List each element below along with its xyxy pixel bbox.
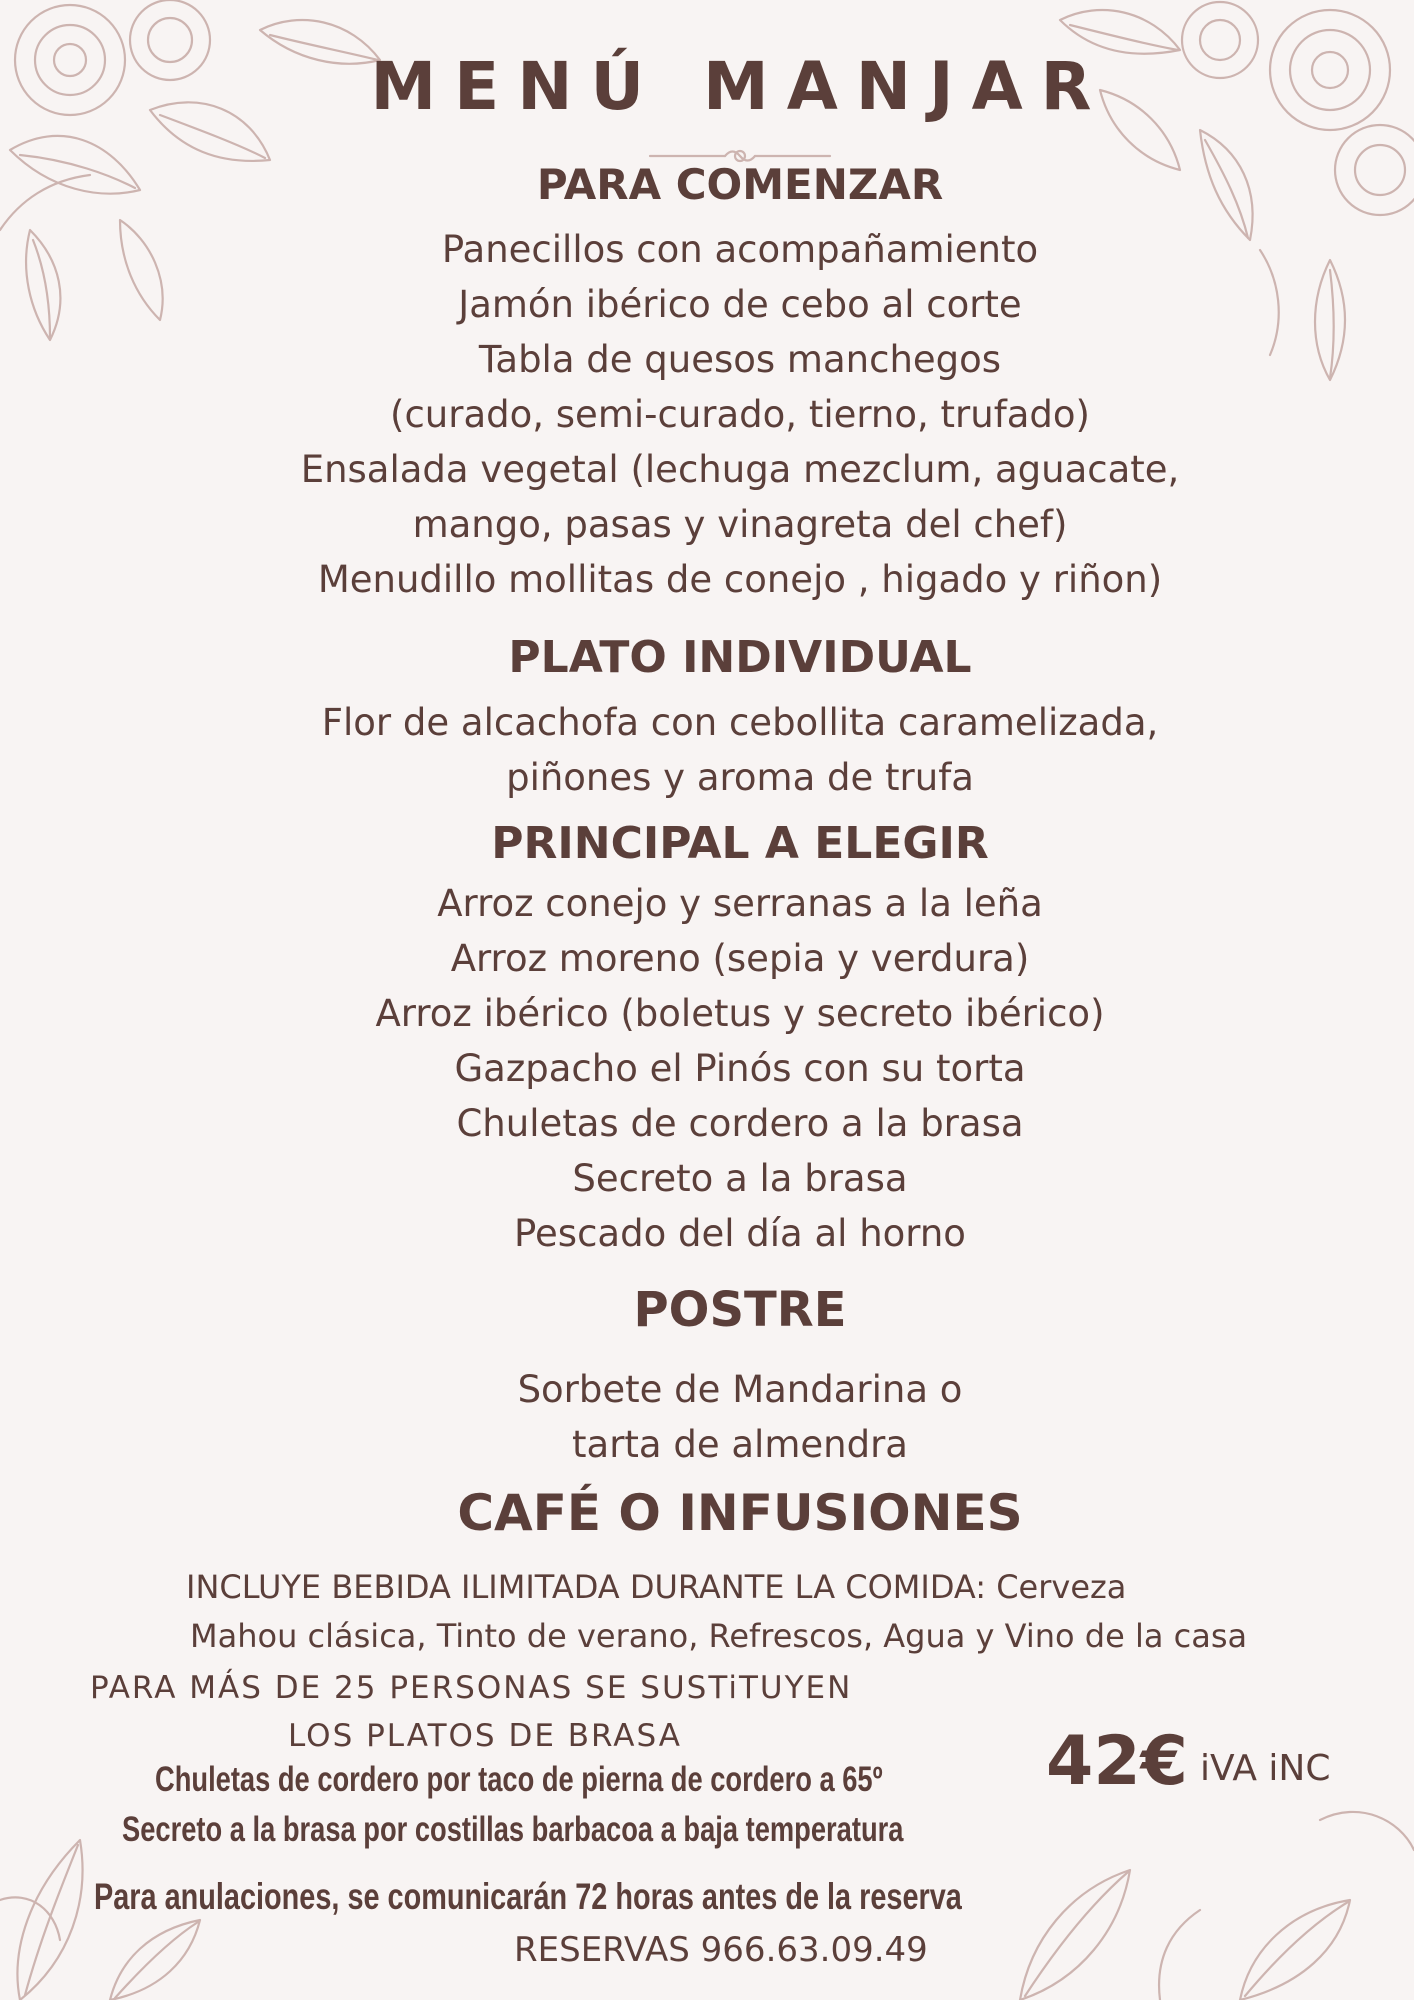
menu-item: Arroz ibérico (boletus y secreto ibérico) bbox=[375, 992, 1105, 1035]
menu-item: Tabla de quesos manchegos bbox=[478, 338, 1002, 381]
menu-item: Chuletas de cordero a la brasa bbox=[456, 1102, 1024, 1145]
groups-line-3: Chuletas de cordero por taco de pierna de cordero a 65º bbox=[155, 1760, 883, 1799]
price-tax-note: iVA iNC bbox=[1200, 1748, 1331, 1789]
menu-item: Panecillos con acompañamiento bbox=[441, 228, 1039, 271]
menu-item: Gazpacho el Pinós con su torta bbox=[454, 1047, 1026, 1090]
menu-item: (curado, semi-curado, tierno, trufado) bbox=[390, 393, 1090, 436]
menu-title: MENÚ MANJAR bbox=[370, 48, 1110, 125]
drinks-line-2: Mahou clásica, Tinto de verano, Refrescos, Agua y Vino de la casa bbox=[190, 1617, 1248, 1655]
menu-item: Jamón ibérico de cebo al corte bbox=[458, 283, 1022, 326]
reservations-phone: RESERVAS 966.63.09.49 bbox=[514, 1930, 928, 1970]
cancellation-policy: Para anulaciones, se comunicarán 72 horas antes de la reserva bbox=[94, 1876, 962, 1917]
menu-item: Menudillo mollitas de conejo , higado y riñon) bbox=[317, 558, 1163, 601]
menu-item: mango, pasas y vinagreta del chef) bbox=[412, 503, 1068, 546]
drinks-line-1: INCLUYE BEBIDA ILIMITADA DURANTE LA COMIDA: Cerveza bbox=[186, 1568, 1127, 1606]
menu-item: Flor de alcachofa con cebollita caramelizada, bbox=[321, 701, 1159, 744]
groups-line-1: PARA MÁS DE 25 PERSONAS SE SUSTiTUYEN bbox=[90, 1670, 853, 1706]
section-items-individual bbox=[0, 695, 1414, 805]
menu-item: Arroz conejo y serranas a la leña bbox=[437, 882, 1043, 925]
section-heading-individual: PLATO INDIVIDUAL bbox=[508, 632, 972, 683]
section-heading-start: PARA COMENZAR bbox=[536, 160, 944, 209]
groups-line-2: LOS PLATOS DE BRASA bbox=[288, 1718, 682, 1754]
section-items-start bbox=[0, 222, 1414, 607]
menu-item: Secreto a la brasa bbox=[572, 1157, 908, 1200]
menu-item: Arroz moreno (sepia y verdura) bbox=[450, 937, 1030, 980]
menu-item: Ensalada vegetal (lechuga mezclum, aguacate, bbox=[300, 448, 1180, 491]
section-heading-dessert: POSTRE bbox=[633, 1282, 847, 1338]
menu-item: Pescado del día al horno bbox=[514, 1212, 966, 1255]
menu-item: tarta de almendra bbox=[572, 1423, 908, 1466]
menu-price: 42€ bbox=[1046, 1722, 1188, 1801]
section-heading-coffee: CAFÉ O INFUSIONES bbox=[457, 1484, 1023, 1542]
section-items-dessert bbox=[0, 1362, 1414, 1472]
groups-line-4: Secreto a la brasa por costillas barbacoa a baja temperatura bbox=[122, 1810, 904, 1849]
menu-item: Sorbete de Mandarina o bbox=[517, 1368, 963, 1411]
menu-item: piñones y aroma de trufa bbox=[506, 756, 974, 799]
section-items-main bbox=[0, 876, 1414, 1261]
section-heading-main: PRINCIPAL A ELEGIR bbox=[491, 818, 989, 869]
